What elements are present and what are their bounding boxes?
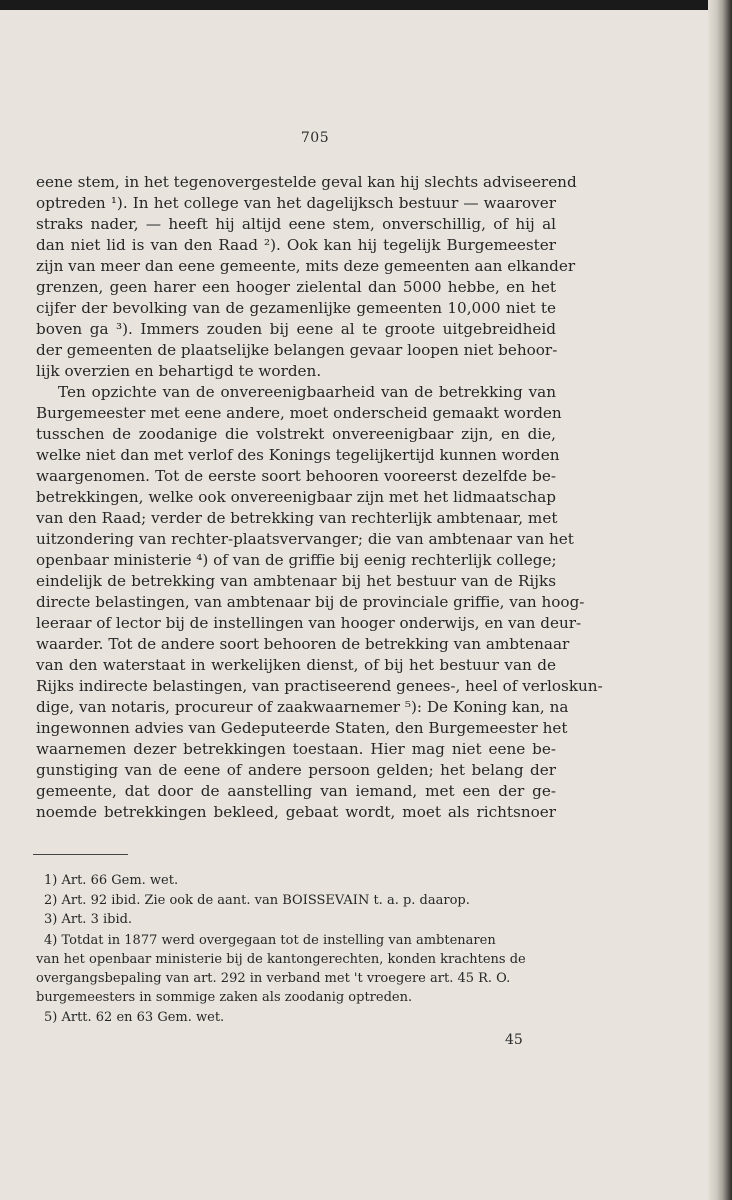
footnote-separator [33, 854, 128, 855]
footnote-line: 2) Art. 92 ibid. Zie ook de aant. van BOISSEVAIN t. a. p. daarop. [44, 893, 470, 908]
body-line: leeraar of lector bij de instellingen van hooger onderwijs, en van deur- [36, 614, 582, 632]
body-line: lijk overzien en behartigd te worden. [36, 362, 322, 380]
body-line: noemde betrekkingen bekleed, gebaat wordt, moet als richtsnoer [36, 803, 556, 821]
body-line: grenzen, geen harer een hooger zielental dan 5000 hebbe, en het [36, 278, 556, 296]
body-line: zijn van meer dan eene gemeente, mits deze gemeenten aan elkander [36, 257, 576, 275]
body-line: Ten opzichte van de onvereenigbaarheid van de betrekking van [58, 383, 556, 401]
footnote-line: overgangsbepaling van art. 292 in verband met 't vroegere art. 45 R. O. [36, 971, 511, 986]
body-line: openbaar ministerie ⁴) of van de griffie bij eenig rechterlijk college; [36, 551, 557, 569]
body-line: uitzondering van rechter-plaatsvervanger; die van ambtenaar van het [36, 530, 574, 548]
body-line: Rijks indirecte belastingen, van practiseerend genees-, heel of verloskun- [36, 677, 603, 695]
footnote-line: 3) Art. 3 ibid. [44, 912, 133, 927]
page-number: 705 [300, 130, 330, 146]
body-line: directe belastingen, van ambtenaar bij de provinciale griffie, van hoog- [36, 593, 585, 611]
body-line: optreden ¹). In het college van het dagelijksch bestuur — waarover [36, 194, 556, 212]
footnote-line: 5) Artt. 62 en 63 Gem. wet. [44, 1010, 225, 1025]
body-line: ingewonnen advies van Gedeputeerde Staten, den Burgemeester het [36, 719, 568, 737]
body-line: gemeente, dat door de aanstelling van iemand, met een der ge- [36, 782, 556, 800]
body-line: waargenomen. Tot de eerste soort behooren vooreerst dezelfde be- [36, 467, 556, 485]
body-line: gunstiging van de eene of andere persoon gelden; het belang der [36, 761, 556, 779]
body-line: straks nader, — heeft hij altijd eene stem, onverschillig, of hij al [36, 215, 556, 233]
body-line: boven ga ³). Immers zouden bij eene al te groote uitgebreidheid [36, 320, 556, 338]
body-line: waarnemen dezer betrekkingen toestaan. Hier mag niet eene be- [36, 740, 556, 758]
body-line: dige, van notaris, procureur of zaakwaarnemer ⁵): De Koning kan, na [36, 698, 569, 716]
body-line: van den Raad; verder de betrekking van rechterlijk ambtenaar, met [36, 509, 558, 527]
footnote-line: van het openbaar ministerie bij de kantongerechten, konden krachtens de [36, 952, 526, 967]
body-line: eene stem, in het tegenovergestelde geval kan hij slechts adviseerend [36, 173, 577, 191]
footnote-line: 1) Art. 66 Gem. wet. [44, 873, 179, 888]
footnote-line: 4) Totdat in 1877 werd overgegaan tot de instelling van ambtenaren [44, 933, 496, 948]
body-line: waarder. Tot de andere soort behooren de betrekking van ambtenaar [36, 635, 570, 653]
body-line: dan niet lid is van den Raad ²). Ook kan hij tegelijk Burgemeester [36, 236, 556, 254]
body-line: der gemeenten de plaatselijke belangen gevaar loopen niet behoor- [36, 341, 558, 359]
scan-top-border [0, 0, 732, 10]
page-edge-shadow [708, 0, 732, 1200]
body-line: betrekkingen, welke ook onvereenigbaar zijn met het lidmaatschap [36, 488, 556, 506]
body-line: eindelijk de betrekking van ambtenaar bij het bestuur van de Rijks [36, 572, 556, 590]
body-line: Burgemeester met eene andere, moet onderscheid gemaakt worden [36, 404, 562, 422]
body-line: cijfer der bevolking van de gezamenlijke gemeenten 10,000 niet te [36, 299, 556, 317]
body-line: van den waterstaat in werkelijken dienst, of bij het bestuur van de [36, 656, 556, 674]
body-line: tusschen de zoodanige die volstrekt onvereenigbaar zijn, en die, [36, 425, 556, 443]
footnote-line: burgemeesters in sommige zaken als zoodanig optreden. [36, 990, 413, 1005]
body-line: welke niet dan met verlof des Konings tegelijkertijd kunnen worden [36, 446, 560, 464]
signature-mark: 45 [505, 1032, 523, 1048]
